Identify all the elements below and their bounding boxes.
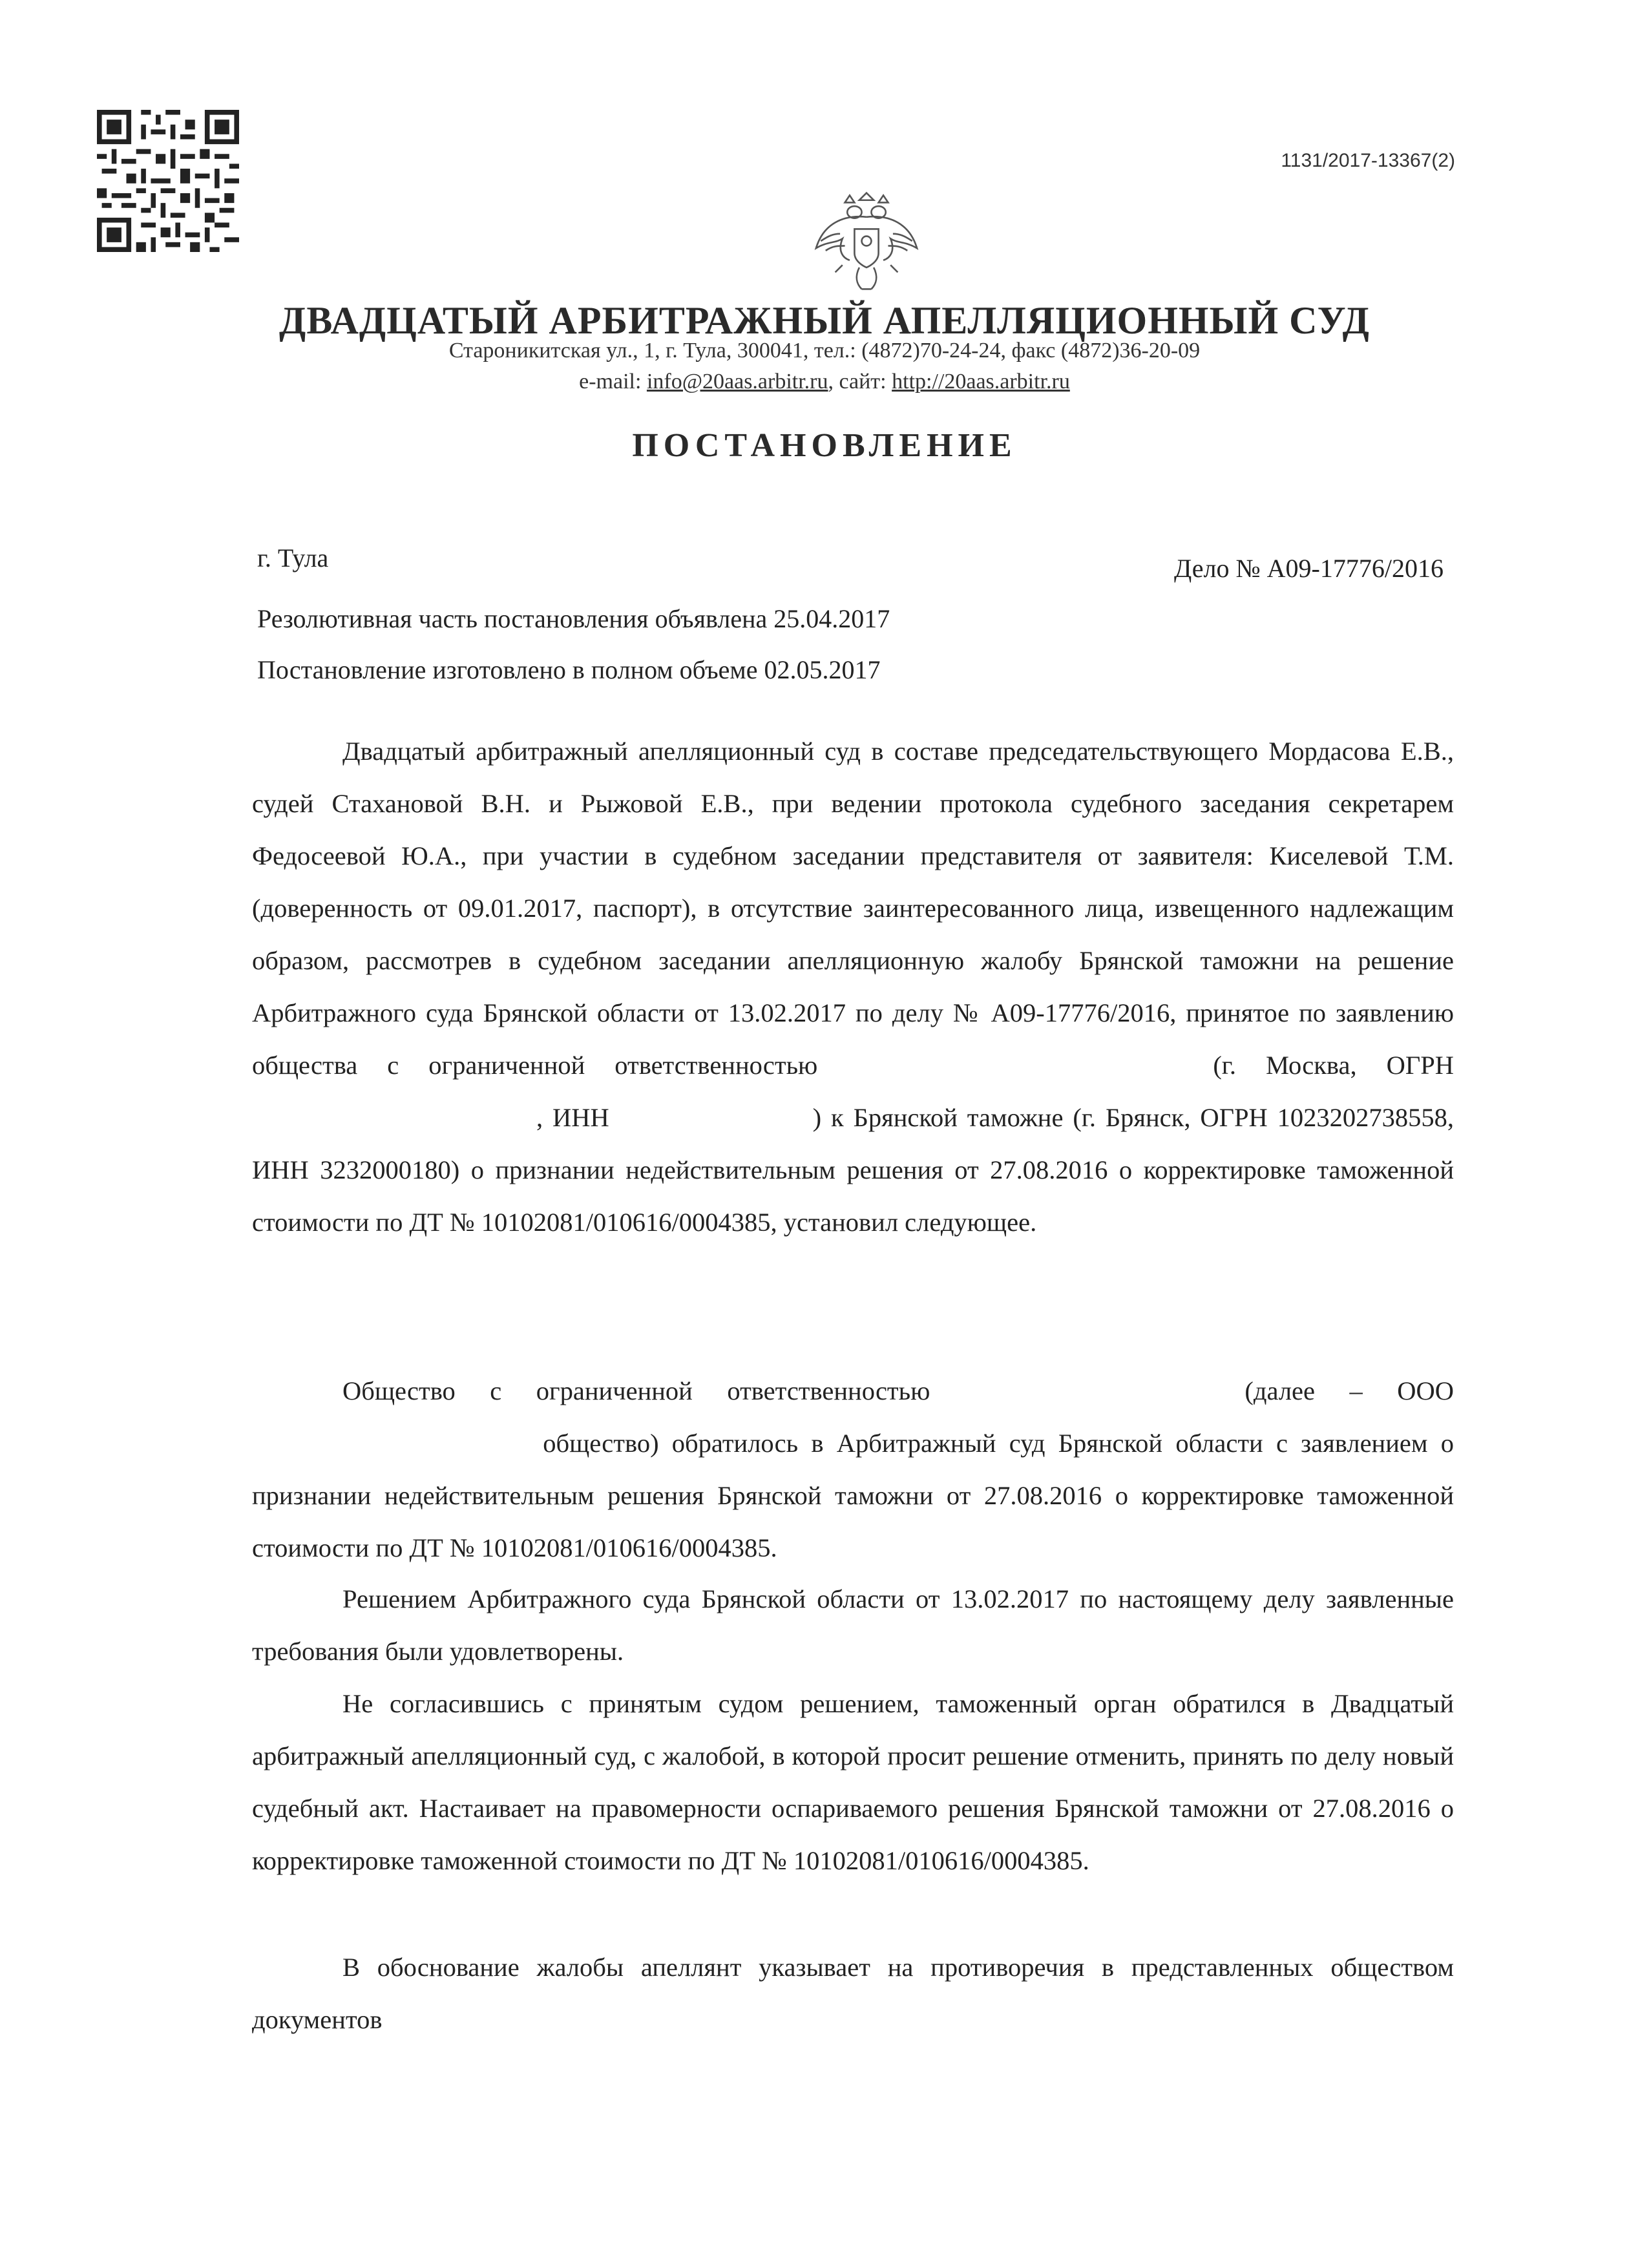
resolution-date: Резолютивная часть постановления объявлена 25.04.2017 (257, 604, 890, 633)
document-title: ПОСТАНОВЛЕНИЕ (632, 427, 1017, 464)
paragraph-5: В обоснование жалобы апеллянт указывает на противоречия в представленных обществом документов (252, 1953, 1454, 2034)
paragraph-4: Не согласившись с принятым судом решением, таможенный орган обратился в Двадцатый арбитражный апелляционный суд, с жалобой, в которой просит решение отменить, принять по делу новый судебный акт. Настаивает на правомерности оспариваемого решения Брянской таможни от 27.08.2016 о корректировке таможенной стоимости по ДТ № 10102081/010616/0004385. (252, 1689, 1454, 1875)
court-address: Староникитская ул., 1, г. Тула, 300041, тел.: (4872)70-24-24, факс (4872)36-20-09 (448, 339, 1201, 362)
email-label: e-mail: (579, 370, 647, 394)
qr-code (97, 110, 239, 252)
paragraph-3: Решением Арбитражного суда Брянской области от 13.02.2017 по настоящему делу заявленные требования были удовлетворены. (252, 1584, 1454, 1666)
coat-of-arms-icon (806, 181, 927, 301)
document-number: 1131/2017-13367(2) (1281, 150, 1455, 171)
court-contacts (0, 370, 1649, 394)
paragraph-2: Общество с ограниченной ответственностью (далее – ООО общество) обратилось в Арбитражный суд Брянской области с заявлением о признании недействительным решения Брянской таможни от 27.08.2016 о корректировке таможенной стоимости по ДТ № 10102081/010616/0004385. (252, 1376, 1455, 1562)
paragraph-1: Двадцатый арбитражный апелляционный суд в составе председательствующего Мордасова Е.В., судей Стахановой В.Н. и Рыжовой Е.В., при ведении протокола судебного заседания секретарем Федосеевой Ю.А., при участии в судебном заседании представителя от заявителя: Киселевой Т.М. (доверенность от 09.01.2017, паспорт), в отсутствие заинтересованного лица, извещенного надлежащим образом, рассмотрев в судебном заседании апелляционную жалобу Брянской таможни на решение Арбитражного суда Брянской области от 13.02.2017 по делу № А09-17776/2016, принятое по заявлению общества с ограниченной ответственностью (г. Москва, ОГРН , ИНН ) к Брянской таможне (г. Брянск, ОГРН 1023202738558, ИНН 3232000180) о признании недействительным решения от 27.08.2016 о корректировке таможенной стоимости по ДТ № 10102081/010616/0004385, установил следующее. (252, 737, 1455, 1237)
court-name: ДВАДЦАТЫЙ АРБИТРАЖНЫЙ АПЕЛЛЯЦИОННЫЙ СУД (279, 299, 1370, 342)
city: г. Тула (257, 543, 329, 572)
full-text-date: Постановление изготовлено в полном объеме 02.05.2017 (257, 655, 881, 684)
case-number: Дело № А09-17776/2016 (1174, 554, 1444, 583)
site-link[interactable]: http://20aas.arbitr.ru (892, 370, 1070, 394)
site-label: , сайт: (828, 370, 892, 394)
email-link[interactable]: info@20aas.arbitr.ru (646, 370, 828, 394)
